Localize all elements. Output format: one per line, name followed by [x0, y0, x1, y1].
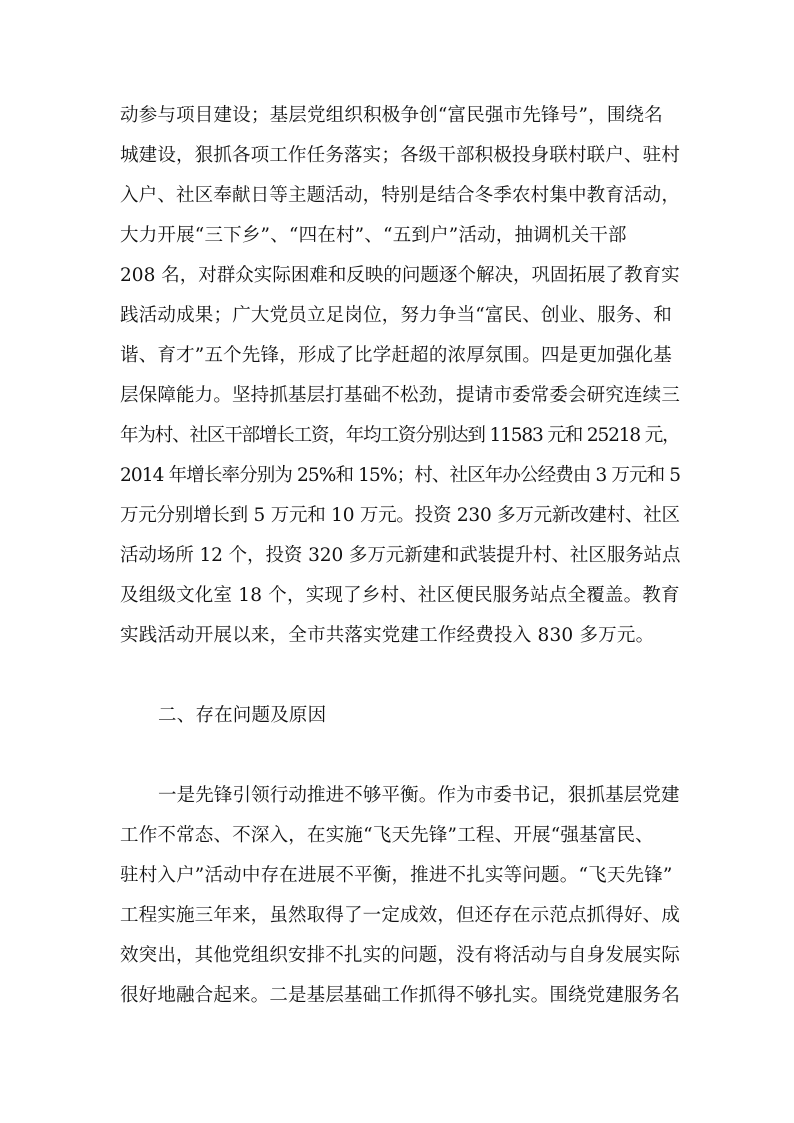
paragraph-1-line-9: 年为村、社区干部增长工资，年均工资分别达到 11583 元和 25218 元，	[120, 425, 680, 446]
paragraph-1-line-5: 208 名，对群众实际困难和反映的问题逐个解决，巩固拓展了教育实	[120, 265, 680, 286]
paragraph-2-line-6: 很好地融合起来。二是基层基础工作抓得不够扎实。围绕党建服务名	[120, 985, 681, 1006]
paragraph-2-line-1: 一是先锋引领行动推进不够平衡。作为市委书记，狠抓基层党建	[158, 785, 680, 806]
paragraph-2-line-4: 工程实施三年来，虽然取得了一定成效，但还存在示范点抓得好、成	[120, 905, 681, 926]
paragraph-1-line-4: 大力开展“三下乡”、“四在村”、“五到户”活动，抽调机关干部	[120, 225, 627, 246]
section-heading: 二、存在问题及原因	[158, 705, 327, 726]
paragraph-1-line-10: 2014 年增长率分别为 25%和 15%；村、社区年办公经费由 3 万元和 5	[120, 465, 681, 486]
paragraph-1-line-13: 及组级文化室 18 个，实现了乡村、社区便民服务站点全覆盖。教育	[120, 585, 680, 606]
paragraph-1-line-6: 践活动成果；广大党员立足岗位，努力争当“富民、创业、服务、和	[120, 305, 672, 326]
paragraph-1-line-14: 实践活动开展以来，全市共落实党建工作经费投入 830 多万元。	[120, 625, 655, 646]
paragraph-1-line-8: 层保障能力。坚持抓基层打基础不松劲，提请市委常委会研究连续三	[120, 385, 681, 406]
paragraph-2-line-2: 工作不常态、不深入，在实施“飞天先锋”工程、开展“强基富民、	[120, 825, 654, 846]
paragraph-1-line-3: 入户、社区奉献日等主题活动，特别是结合冬季农村集中教育活动，	[120, 185, 681, 206]
paragraph-1-line-1: 动参与项目建设；基层党组织积极争创“富民强市先锋号”，围绕名	[120, 105, 663, 126]
paragraph-1-line-11: 万元分别增长到 5 万元和 10 万元。投资 230 多万元新改建村、社区	[120, 505, 680, 526]
paragraph-1-line-7: 谐、育才”五个先锋，形成了比学赶超的浓厚氛围。四是更加强化基	[120, 345, 672, 366]
paragraph-2-line-5: 效突出，其他党组织安排不扎实的问题，没有将活动与自身发展实际	[120, 945, 681, 966]
paragraph-1-line-12: 活动场所 12 个，投资 320 多万元新建和武装提升村、社区服务站点	[120, 545, 681, 566]
paragraph-2-line-3: 驻村入户”活动中存在进展不平衡，推进不扎实等问题。“飞天先锋”	[120, 865, 673, 886]
paragraph-1-line-2: 城建设，狠抓各项工作任务落实；各级干部积极投身联村联户、驻村	[120, 145, 681, 166]
